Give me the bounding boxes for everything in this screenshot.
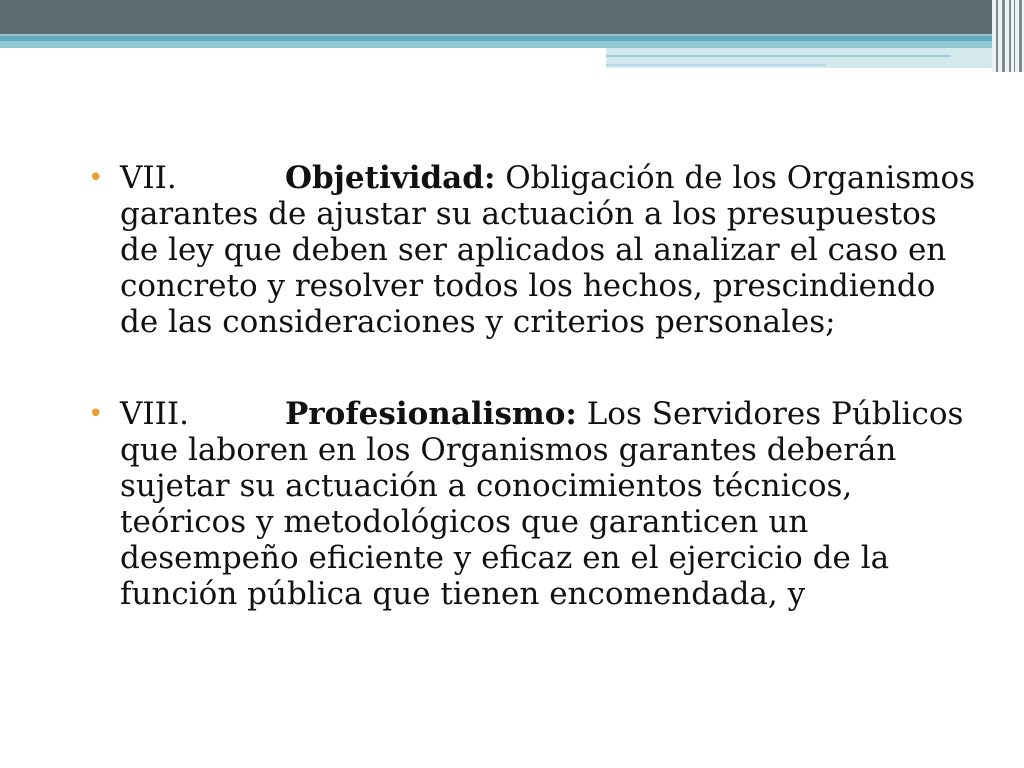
header-tab-line — [606, 64, 826, 66]
item-term: Objetividad: — [285, 160, 496, 196]
corner-stripes-decoration — [992, 0, 1024, 72]
list-item — [86, 160, 976, 340]
bullet-icon: • — [88, 399, 104, 429]
slide-body — [86, 160, 976, 668]
bullet-icon: • — [88, 163, 104, 193]
item-numeral: VIII. — [120, 396, 189, 432]
item-description: Los Servidores Públicos que laboren en los Organismos garantes deberán sujetar su actuación a conocimientos técnicos, teóricos y metodológicos que garanticen un desempeño eficiente y eficaz en el ejercicio de la función pública que tienen encomendada, y — [120, 396, 964, 612]
header-bar — [0, 0, 1024, 34]
header-tab-line — [606, 55, 951, 57]
item-description: Obligación de los Organismos garantes de ajustar su actuación a los presupuestos de ley que deben ser aplicados al analizar el caso en concreto y resolver todos los hechos, prescindiendo de las consideraciones y criterios personales; — [120, 160, 976, 340]
header-accent-line — [0, 36, 1024, 41]
item-numeral: VII. — [120, 160, 177, 196]
item-term: Profesionalismo: — [285, 396, 577, 432]
list-item — [86, 396, 976, 612]
